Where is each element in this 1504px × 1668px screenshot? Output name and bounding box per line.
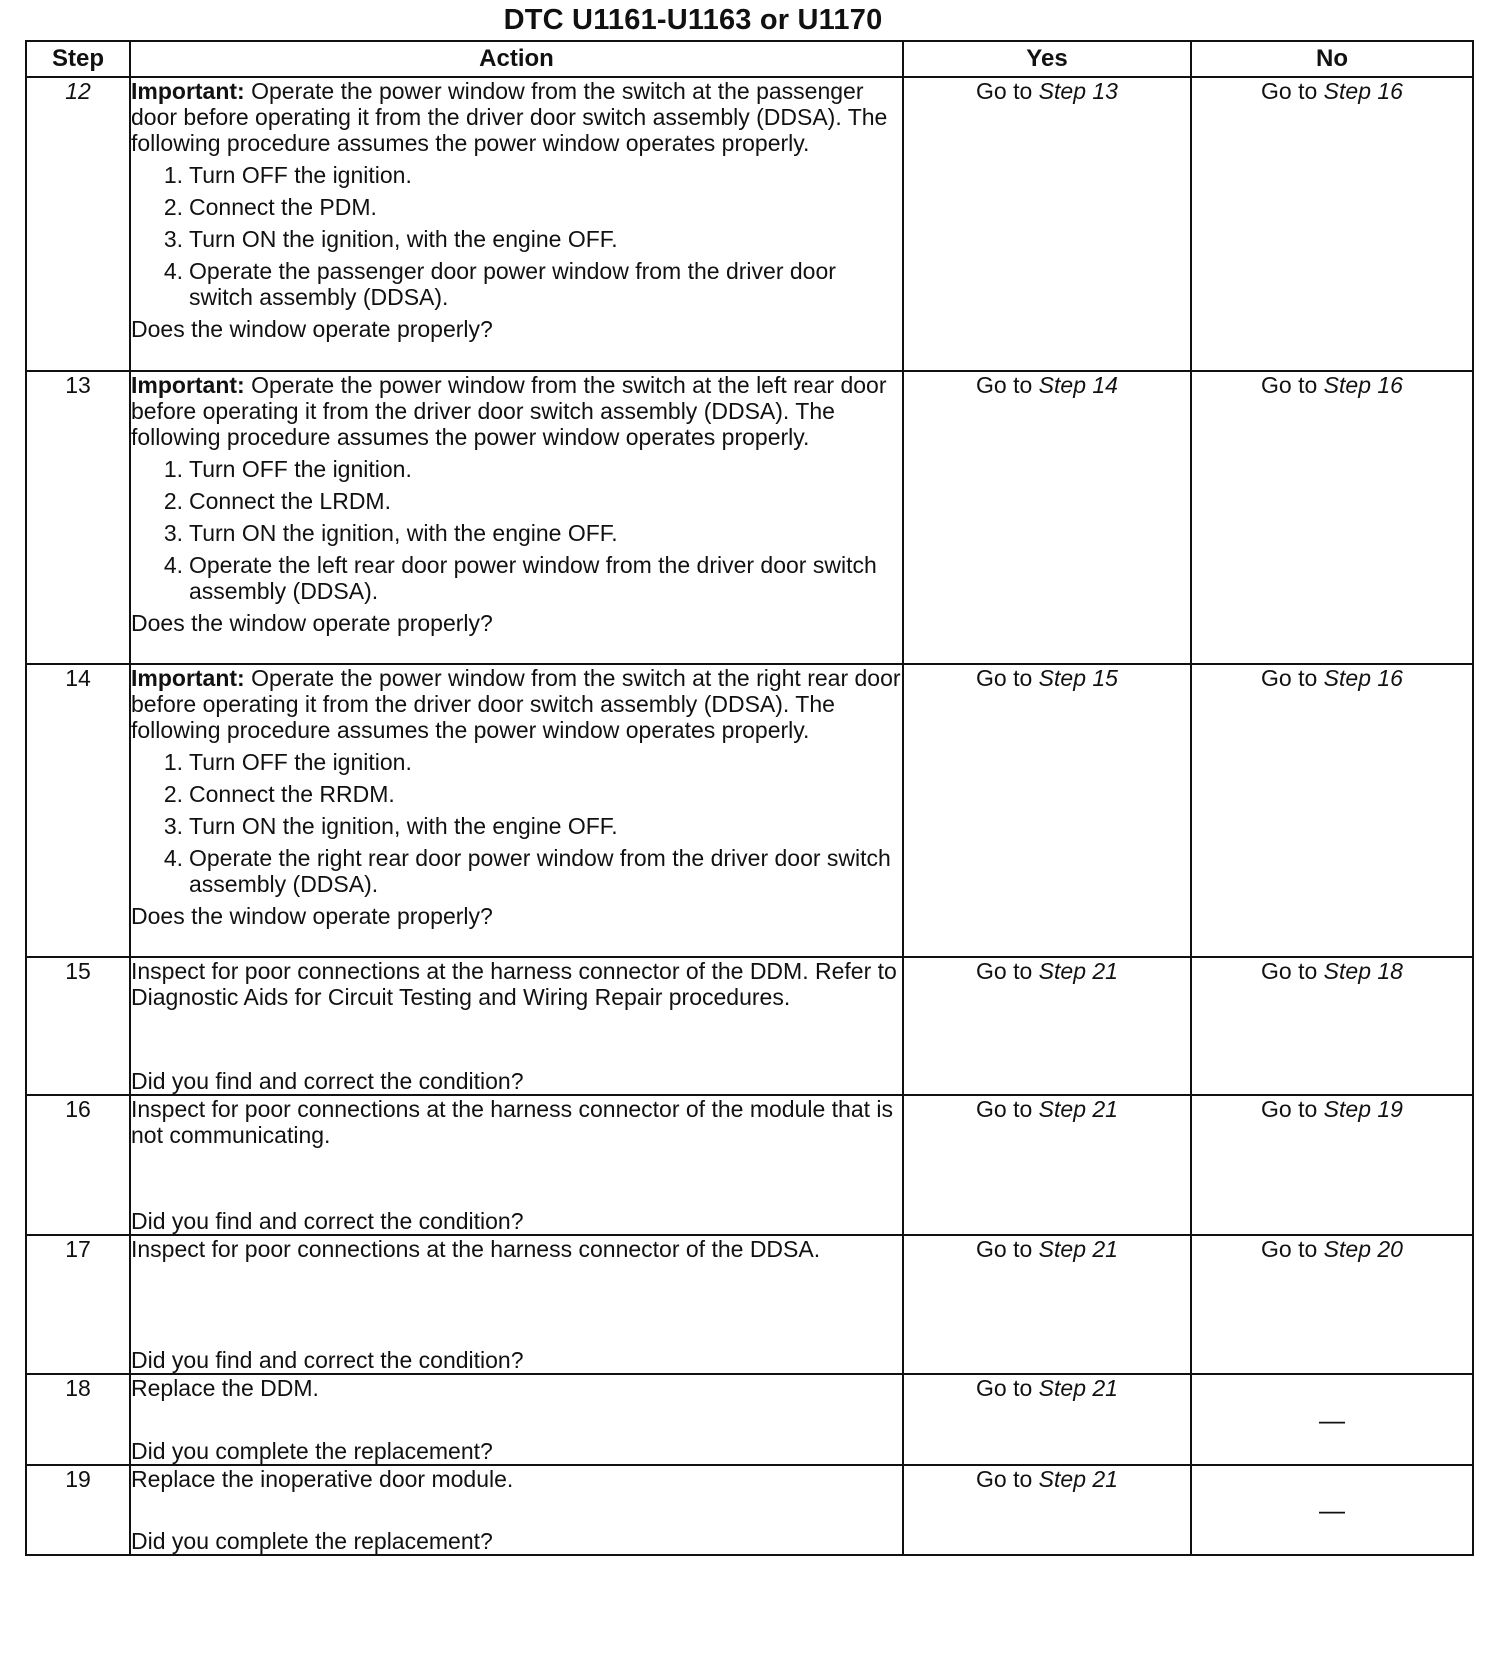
no-cell xyxy=(1191,1235,1473,1374)
step-link[interactable]: Step 21 xyxy=(1038,1236,1118,1262)
yes-cell xyxy=(903,664,1191,957)
list-item xyxy=(131,552,902,604)
no-cell xyxy=(1191,1095,1473,1235)
step-link[interactable]: Step 13 xyxy=(1038,78,1118,104)
action-text: Replace the DDM. xyxy=(131,1375,319,1401)
step-number: 12 xyxy=(26,77,130,371)
list-number: 2. xyxy=(163,781,183,807)
goto-prefix: Go to xyxy=(976,1096,1033,1122)
list-item xyxy=(131,845,902,897)
list-text: Operate the right rear door power window from the driver door switch assembly (DDSA). xyxy=(189,845,891,897)
step-number: 17 xyxy=(26,1235,130,1374)
list-number: 4. xyxy=(163,845,183,871)
list-text: Operate the passenger door power window from the driver door switch assembly (DDSA). xyxy=(189,258,836,310)
table-row xyxy=(26,1374,1473,1465)
goto-prefix: Go to xyxy=(1261,78,1318,104)
table-row xyxy=(26,1235,1473,1374)
goto-prefix: Go to xyxy=(1261,665,1318,691)
list-item xyxy=(131,781,902,807)
procedure-list xyxy=(131,162,902,310)
list-item xyxy=(131,488,902,514)
step-link[interactable]: Step 16 xyxy=(1323,372,1403,398)
list-number: 4. xyxy=(163,258,183,284)
list-item xyxy=(131,226,902,252)
list-number: 2. xyxy=(163,488,183,514)
action-text: Inspect for poor connections at the harness connector of the module that is not communicating. xyxy=(131,1096,894,1148)
list-text: Connect the RRDM. xyxy=(189,781,395,807)
step-link[interactable]: Step 19 xyxy=(1323,1096,1403,1122)
list-number: 3. xyxy=(163,813,183,839)
diagnostic-table xyxy=(25,40,1474,1556)
goto-prefix: Go to xyxy=(976,1375,1033,1401)
list-number: 1. xyxy=(163,456,183,482)
no-cell xyxy=(1191,1374,1473,1465)
question-text: Did you find and correct the condition? xyxy=(131,1347,524,1373)
important-label: Important: xyxy=(131,78,245,104)
goto-prefix: Go to xyxy=(976,372,1033,398)
step-number: 13 xyxy=(26,371,130,664)
question-text: Did you find and correct the condition? xyxy=(131,1068,524,1094)
list-item xyxy=(131,456,902,482)
step-number: 16 xyxy=(26,1095,130,1235)
step-link[interactable]: Step 21 xyxy=(1038,1375,1118,1401)
action-text: Inspect for poor connections at the harness connector of the DDSA. xyxy=(131,1236,821,1262)
document-title: DTC U1161-U1163 or U1170 xyxy=(503,4,883,36)
step-number: 18 xyxy=(26,1374,130,1465)
list-item xyxy=(131,520,902,546)
action-cell xyxy=(130,957,903,1095)
goto-prefix: Go to xyxy=(1261,372,1318,398)
yes-cell xyxy=(903,957,1191,1095)
list-text: Turn OFF the ignition. xyxy=(189,162,412,188)
goto-prefix: Go to xyxy=(976,1236,1033,1262)
important-text: Operate the power window from the switch at the right rear door before operating it from the driver door switch assembly (DDSA). The following procedure assumes the power window operates properly. xyxy=(131,665,901,743)
important-text: Operate the power window from the switch at the left rear door before operating it from the driver door switch assembly (DDSA). The following procedure assumes the power window operates properly. xyxy=(131,372,887,450)
no-dash: — xyxy=(1319,1404,1345,1435)
step-number: 19 xyxy=(26,1465,130,1555)
list-number: 3. xyxy=(163,520,183,546)
list-text: Turn ON the ignition, with the engine OFF. xyxy=(189,520,618,546)
question-text: Did you complete the replacement? xyxy=(131,1528,493,1554)
step-link[interactable]: Step 16 xyxy=(1323,665,1403,691)
header-no: No xyxy=(1191,41,1473,77)
important-text: Operate the power window from the switch at the passenger door before operating it from the driver door switch assembly (DDSA). The following procedure assumes the power window operates properly. xyxy=(131,78,888,156)
action-cell xyxy=(130,1235,903,1374)
no-cell xyxy=(1191,371,1473,664)
action-cell xyxy=(130,664,903,957)
list-text: Connect the LRDM. xyxy=(189,488,391,514)
list-text: Operate the left rear door power window from the driver door switch assembly (DDSA). xyxy=(189,552,877,604)
step-link[interactable]: Step 21 xyxy=(1038,1096,1118,1122)
list-item xyxy=(131,194,902,220)
table-row xyxy=(26,1095,1473,1235)
yes-cell xyxy=(903,371,1191,664)
question-text: Did you complete the replacement? xyxy=(131,1438,493,1464)
procedure-list xyxy=(131,456,902,604)
goto-prefix: Go to xyxy=(976,78,1033,104)
table-row xyxy=(26,957,1473,1095)
goto-prefix: Go to xyxy=(976,665,1033,691)
list-text: Turn ON the ignition, with the engine OFF. xyxy=(189,226,618,252)
list-item xyxy=(131,813,902,839)
table-row xyxy=(26,77,1473,371)
table-row xyxy=(26,1465,1473,1555)
procedure-list xyxy=(131,749,902,897)
step-number: 15 xyxy=(26,957,130,1095)
action-cell xyxy=(130,1095,903,1235)
goto-prefix: Go to xyxy=(1261,1236,1318,1262)
yes-cell xyxy=(903,77,1191,371)
no-cell xyxy=(1191,77,1473,371)
list-text: Turn OFF the ignition. xyxy=(189,749,412,775)
step-link[interactable]: Step 20 xyxy=(1323,1236,1403,1262)
table-row xyxy=(26,371,1473,664)
goto-prefix: Go to xyxy=(976,1466,1033,1492)
step-link[interactable]: Step 14 xyxy=(1038,372,1118,398)
no-dash: — xyxy=(1319,1495,1345,1525)
important-label: Important: xyxy=(131,372,245,398)
list-text: Turn OFF the ignition. xyxy=(189,456,412,482)
goto-prefix: Go to xyxy=(1261,958,1318,984)
action-cell xyxy=(130,77,903,371)
list-text: Turn ON the ignition, with the engine OFF. xyxy=(189,813,618,839)
list-number: 1. xyxy=(163,162,183,188)
important-note xyxy=(131,372,902,450)
no-cell xyxy=(1191,957,1473,1095)
list-number: 2. xyxy=(163,194,183,220)
step-number: 14 xyxy=(26,664,130,957)
action-cell xyxy=(130,371,903,664)
goto-prefix: Go to xyxy=(1261,1096,1318,1122)
action-text: Inspect for poor connections at the harness connector of the DDM. Refer to Diagnostic Aids for Circuit Testing and Wiring Repair procedures. xyxy=(131,958,897,1010)
yes-cell xyxy=(903,1095,1191,1235)
action-cell xyxy=(130,1374,903,1465)
header-step: Step xyxy=(26,41,130,77)
question-text: Does the window operate properly? xyxy=(131,316,493,342)
step-link[interactable]: Step 21 xyxy=(1038,1466,1118,1492)
question-text: Does the window operate properly? xyxy=(131,903,493,929)
header-yes: Yes xyxy=(903,41,1191,77)
step-link[interactable]: Step 18 xyxy=(1323,958,1403,984)
yes-cell xyxy=(903,1374,1191,1465)
yes-cell xyxy=(903,1235,1191,1374)
question-text: Does the window operate properly? xyxy=(131,610,493,636)
list-item xyxy=(131,258,902,310)
goto-prefix: Go to xyxy=(976,958,1033,984)
table-row xyxy=(26,664,1473,957)
step-link[interactable]: Step 21 xyxy=(1038,958,1118,984)
action-text: Replace the inoperative door module. xyxy=(131,1466,514,1492)
header-action: Action xyxy=(130,41,903,77)
header-row xyxy=(26,41,1473,77)
list-number: 1. xyxy=(163,749,183,775)
question-text: Did you find and correct the condition? xyxy=(131,1208,524,1234)
list-number: 3. xyxy=(163,226,183,252)
step-link[interactable]: Step 15 xyxy=(1038,665,1118,691)
yes-cell xyxy=(903,1465,1191,1555)
action-cell xyxy=(130,1465,903,1555)
no-cell xyxy=(1191,1465,1473,1555)
no-cell xyxy=(1191,664,1473,957)
important-note xyxy=(131,78,902,156)
important-label: Important: xyxy=(131,665,245,691)
list-item xyxy=(131,749,902,775)
list-item xyxy=(131,162,902,188)
step-link[interactable]: Step 16 xyxy=(1323,78,1403,104)
important-note xyxy=(131,665,902,743)
list-text: Connect the PDM. xyxy=(189,194,377,220)
list-number: 4. xyxy=(163,552,183,578)
